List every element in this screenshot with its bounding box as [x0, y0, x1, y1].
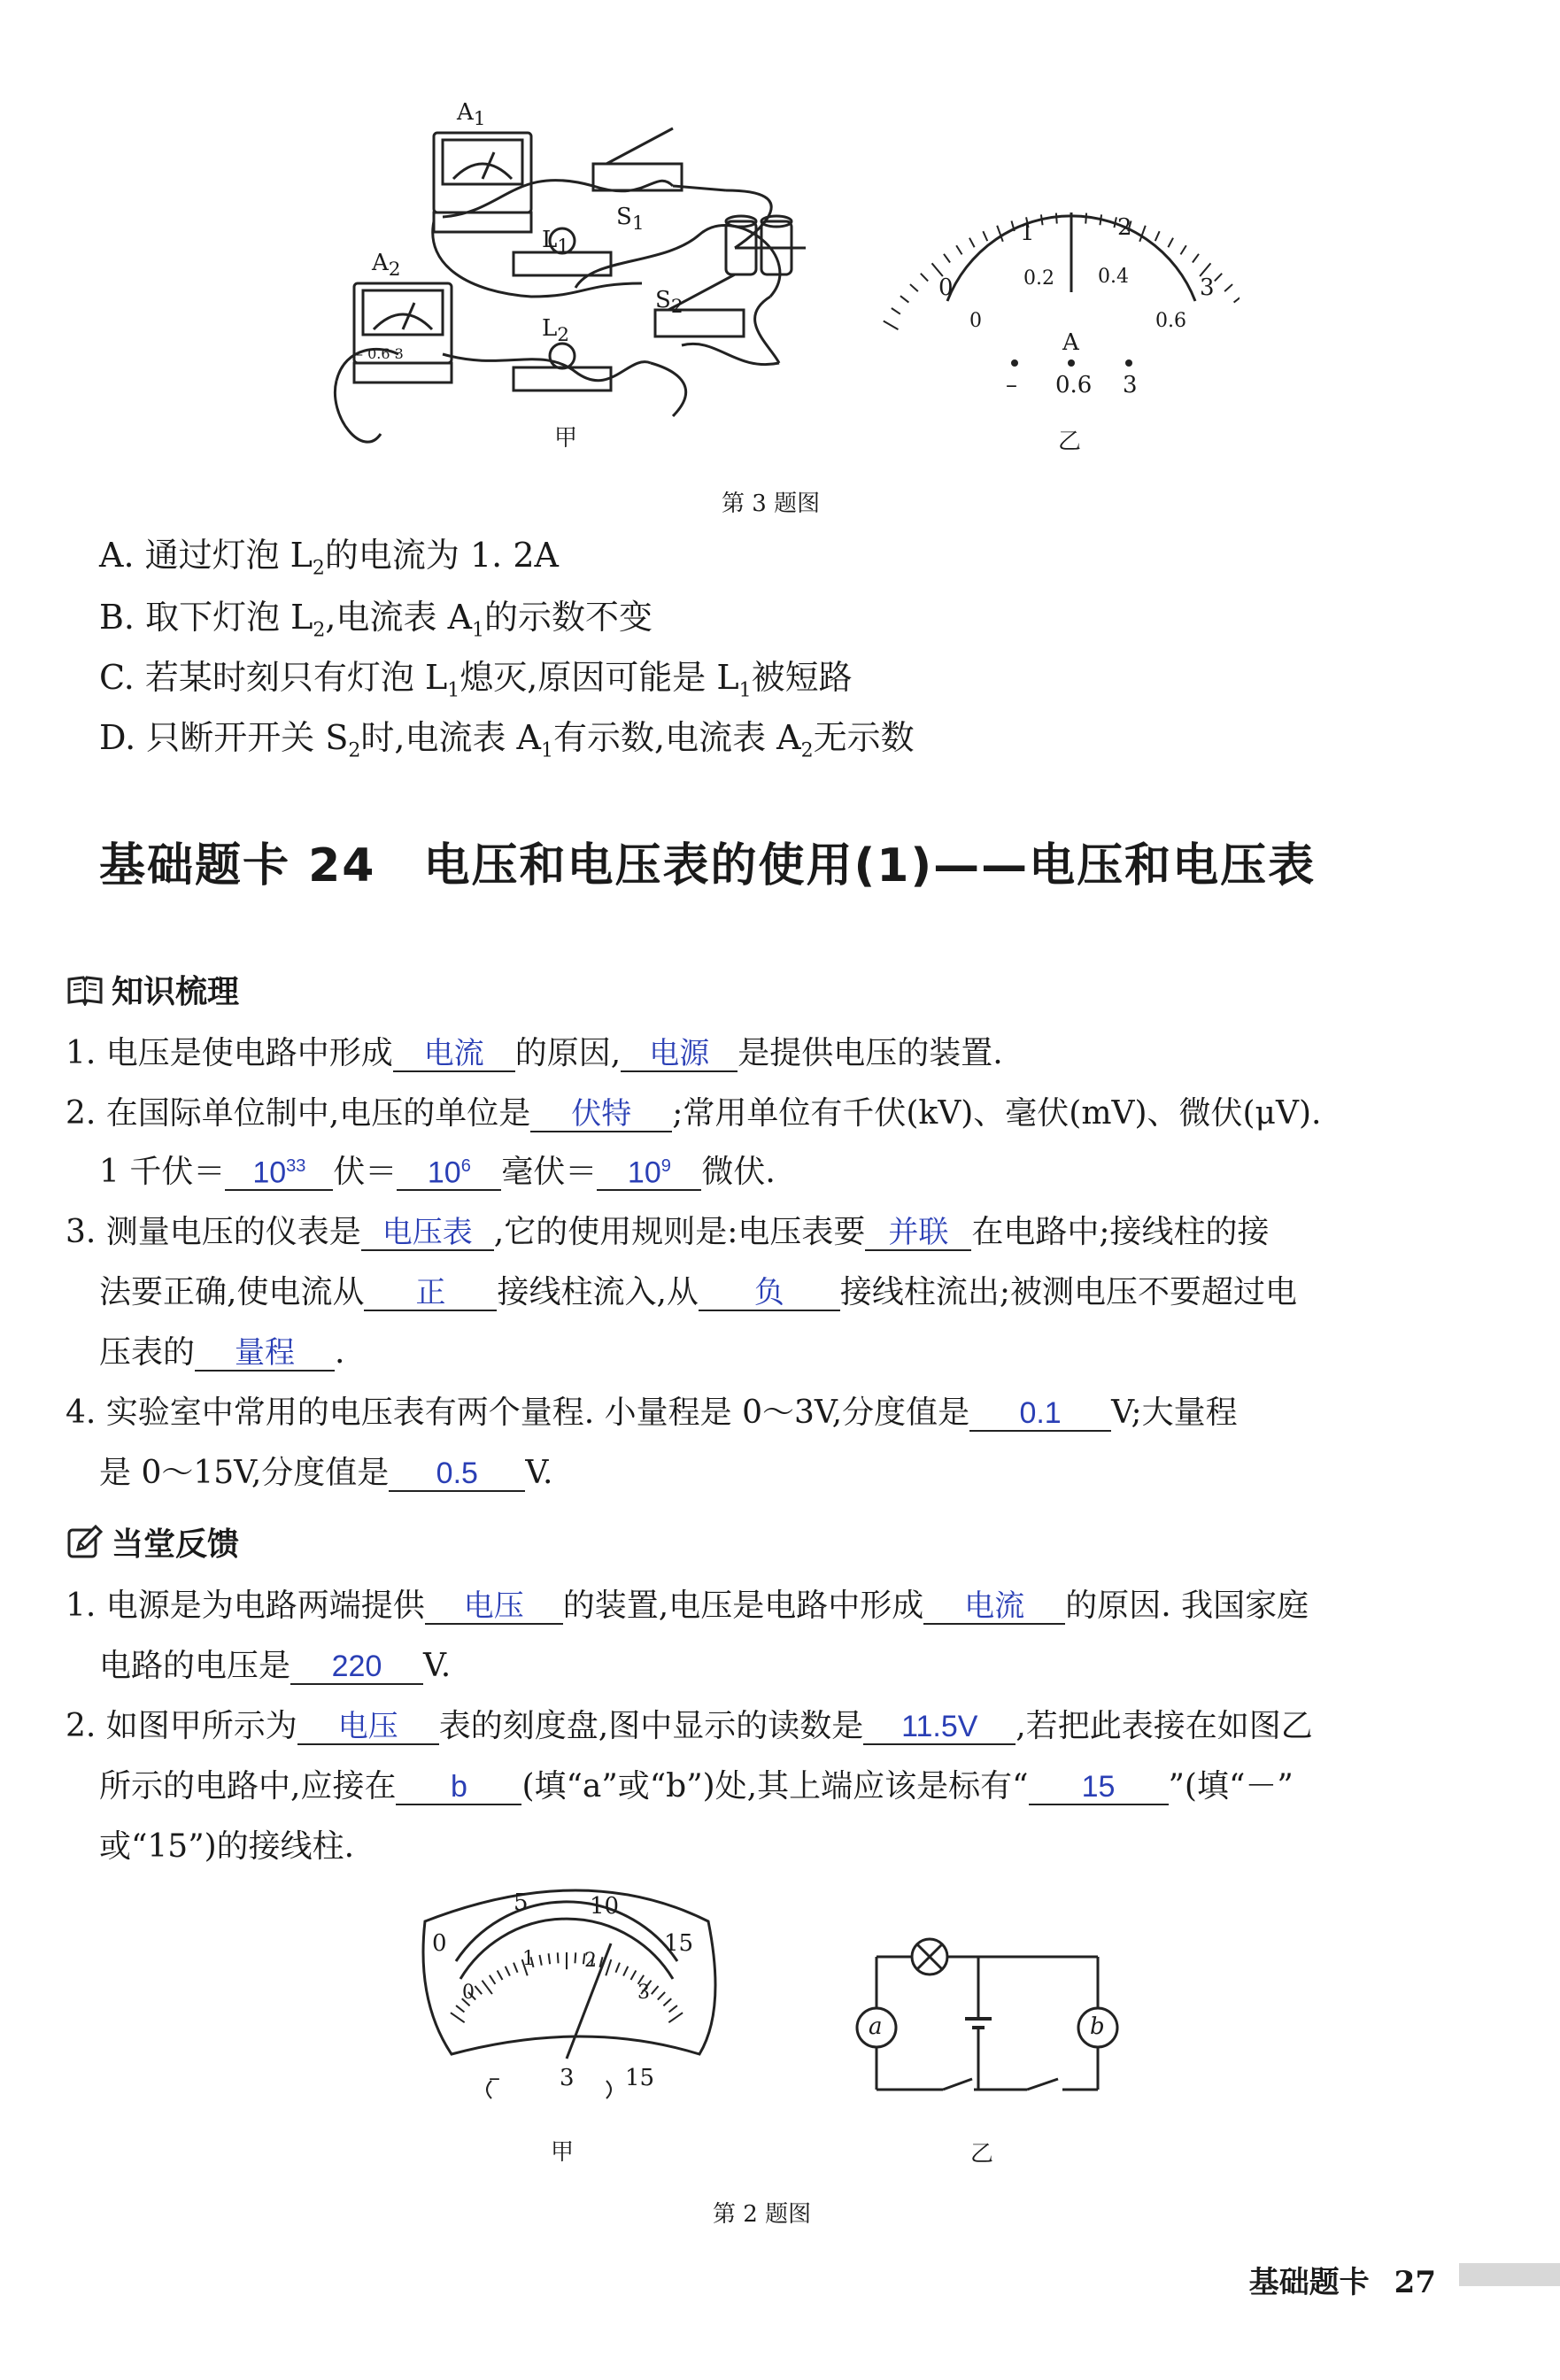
fig2-terminal-15: 15: [625, 2065, 655, 2091]
figure-2-label-left: 甲: [551, 2139, 575, 2166]
page-number: 27: [1394, 2265, 1436, 2300]
f1-text-2: 的装置,电压是电路中形成: [562, 1588, 924, 1624]
section-feedback-label: 当堂反馈: [112, 1526, 240, 1563]
figure-3-label-left: 甲: [554, 425, 578, 452]
k4-text-3: 是 0～15V,分度值是: [99, 1455, 390, 1491]
k2-line-1: [66, 1095, 1322, 1132]
scale-bottom-3: 0.6: [1155, 310, 1186, 332]
k2-blank-3: [397, 1157, 501, 1191]
k3-blank-2: 并联: [865, 1217, 971, 1251]
k1-text-3: 是提供电压的装置.: [738, 1035, 1003, 1071]
fig2-scale-top-0: 0: [432, 1930, 447, 1957]
scale-top-0: 0: [938, 274, 954, 301]
figure-2-label-right: 乙: [970, 2141, 994, 2168]
k3-blank-3: 正: [364, 1278, 497, 1311]
option-d-sub3: 2: [800, 739, 814, 762]
figure-2: [407, 1877, 1133, 2178]
f1-text-5: V.: [423, 1648, 452, 1684]
scale-tick: [1215, 274, 1222, 282]
k3-text-7: 压表的: [99, 1334, 196, 1371]
f2-text-2: 表的刻度盘,图中显示的读数是: [438, 1708, 864, 1744]
k1-line: [66, 1035, 1003, 1072]
scale-tick: [615, 1963, 619, 1973]
option-c-sub2: 1: [738, 679, 752, 702]
scale-bottom-0: 0: [969, 310, 982, 332]
f2-text-3: ,若把此表接在如图乙: [1016, 1708, 1313, 1744]
figure-2-drawing: [407, 1877, 1133, 2178]
f1-text-1: 1. 电源是为电路两端提供: [66, 1588, 425, 1624]
k2-blank-1: 伏特: [530, 1099, 672, 1132]
k2-text-1: 2. 在国际单位制中,电压的单位是: [66, 1095, 531, 1132]
k1-text-1: 1. 电压是使电路中形成: [66, 1035, 393, 1071]
scale-tick: [884, 321, 899, 330]
k2-blank-3-base: 10: [427, 1155, 461, 1189]
option-d-sub2: 1: [541, 739, 553, 762]
option-b-mid: ,电流表 A: [325, 598, 473, 637]
f2-text-7: 或“15”)的接线柱.: [99, 1828, 355, 1865]
terminal-06: 0.6: [1055, 372, 1093, 398]
scale-tick: [558, 1952, 559, 1963]
scale-tick: [606, 1959, 611, 1975]
meter-unit: A: [1062, 329, 1079, 356]
scale-tick: [668, 2013, 683, 2022]
scale-tick: [669, 2005, 677, 2012]
k3-line-3: [99, 1334, 345, 1372]
scale-tick: [956, 245, 961, 254]
option-a-text: A. 通过灯泡 L: [99, 536, 313, 575]
k2-text-5: 毫伏＝: [501, 1154, 598, 1190]
option-c: [99, 658, 853, 702]
scale-tick: [663, 1998, 671, 2005]
label-a1-sub: 1: [473, 108, 486, 131]
figure-3: [310, 80, 1240, 460]
scale-tick: [969, 238, 975, 248]
k3-text-3: 在电路中;接线柱的接: [971, 1214, 1270, 1250]
scale-tick: [1114, 217, 1116, 228]
k2-line-2: [99, 1156, 776, 1191]
scale-tick: [1180, 245, 1185, 254]
scale-top-2: 2: [1117, 214, 1132, 241]
f1-text-3: 的原因. 我国家庭: [1065, 1588, 1309, 1624]
label-a2-sub: 2: [388, 259, 401, 282]
k2-blank-2-exp: 33: [286, 1155, 306, 1176]
k2-blank-3-exp: 6: [460, 1155, 471, 1176]
k4-blank-2: 0.5: [389, 1458, 525, 1492]
k2-blank-2: [225, 1157, 333, 1191]
scale-tick: [514, 1963, 517, 1973]
k3-blank-5: 量程: [195, 1338, 335, 1372]
k1-blank-2: 电源: [621, 1039, 738, 1072]
k3-line-1: [66, 1214, 1270, 1251]
f1-blank-2: 电流: [923, 1591, 1065, 1625]
fig2-scale-bottom-3: 3: [637, 1982, 650, 2004]
k2-blank-2-base: 10: [252, 1155, 287, 1189]
f2-text-5: (填“a”或“b”)处,其上端应该是标有“: [521, 1768, 1029, 1804]
f1-blank-1: 电压: [425, 1591, 563, 1625]
label-s1-sub: 1: [631, 212, 645, 236]
f2-blank-2: 11.5V: [863, 1712, 1016, 1745]
f2-line-3: [99, 1828, 355, 1865]
k3-blank-4: 负: [699, 1278, 840, 1311]
fig2-scale-bottom-2: 2: [584, 1950, 597, 1972]
scale-tick: [1234, 296, 1240, 302]
f2-line-2: [99, 1768, 1294, 1805]
k2-blank-4-base: 10: [627, 1155, 661, 1189]
f2-line-1: [66, 1708, 1313, 1745]
scale-tick: [451, 2013, 465, 2022]
k4-text-4: V.: [525, 1455, 553, 1491]
scale-tick: [944, 254, 950, 263]
k3-text-1: 3. 测量电压的仪表是: [66, 1214, 361, 1250]
scale-tick: [1085, 213, 1086, 224]
k4-line-2: [99, 1457, 552, 1492]
figure-3-label-right: 乙: [1058, 429, 1082, 455]
label-l2-letter: L: [542, 315, 558, 342]
option-a: [99, 538, 559, 579]
option-b-sub2: 1: [472, 619, 485, 642]
edge-tab: [1459, 2263, 1560, 2286]
label-a1-letter: A: [457, 99, 474, 126]
k4-text-1: 4. 实验室中常用的电压表有两个量程. 小量程是 0～3V,分度值是: [66, 1395, 970, 1431]
label-a2-letter: A: [372, 250, 389, 276]
scale-tick: [1056, 213, 1057, 224]
terminal-neg: –: [1006, 372, 1017, 398]
k3-text-4: 法要正确,使电流从: [99, 1274, 365, 1310]
option-b: [99, 600, 653, 641]
label-s2: [655, 287, 683, 318]
k2-blank-4-exp: 9: [660, 1155, 671, 1176]
fig2-scale-top-15: 15: [664, 1930, 694, 1957]
option-c-mid: 熄灭,原因可能是 L: [460, 658, 739, 697]
f2-blank-1: 电压: [297, 1712, 439, 1745]
label-l2-sub: 2: [557, 324, 570, 347]
k2-text-3: 1 千伏＝: [99, 1154, 226, 1190]
scale-tick: [1100, 214, 1101, 225]
scale-tick: [1168, 238, 1173, 248]
scale-top-1: 1: [1020, 220, 1035, 246]
label-l1: [542, 227, 569, 258]
terminal-3: 3: [1123, 372, 1138, 398]
option-d: [99, 718, 915, 762]
fig2-scale-top-5: 5: [514, 1889, 529, 1916]
k3-text-5: 接线柱流入,从: [497, 1274, 699, 1310]
scale-tick: [475, 1986, 482, 1994]
label-a2: [372, 250, 401, 281]
scale-tick: [1041, 214, 1043, 225]
label-l2: [542, 315, 569, 346]
k4-line-1: [66, 1397, 1238, 1432]
scale-tick: [456, 2005, 464, 2012]
scale-tick: [910, 284, 918, 291]
label-s2-letter: S: [655, 287, 671, 313]
scale-tick: [652, 1986, 659, 1994]
scale-tick: [921, 274, 928, 282]
k1-text-2: 的原因,: [514, 1035, 622, 1071]
option-c-text: C. 若某时刻只有灯泡 L: [99, 658, 448, 697]
page-title: 基础题卡 24 电压和电压表的使用(1)——电压和电压表: [99, 839, 1317, 892]
scale-tick: [1224, 284, 1232, 291]
k3-text-8: .: [335, 1334, 345, 1371]
section-knowledge-label: 知识梳理: [112, 974, 240, 1010]
k2-text-6: 微伏.: [701, 1154, 776, 1190]
fig2-scale-bottom-0: 0: [462, 1982, 475, 2004]
k1-blank-1: 电流: [393, 1039, 515, 1072]
scale-tick: [1193, 254, 1199, 263]
meter-terminal-marks: – 0.6 3: [356, 345, 404, 362]
f1-line-2: [99, 1650, 451, 1685]
scale-tick: [482, 1981, 491, 1994]
option-d-post: 无示数: [813, 718, 915, 757]
option-a-sub: 2: [312, 557, 325, 580]
label-s1: [616, 204, 645, 235]
scale-tick: [900, 296, 908, 302]
scale-tick: [498, 1971, 503, 1980]
f2-blank-3: b: [396, 1772, 521, 1805]
k3-text-2: ,它的使用规则是:电压表要: [493, 1214, 866, 1250]
scale-tick: [623, 1967, 628, 1976]
circuit-label-b: b: [1090, 2013, 1105, 2040]
option-b-text: B. 取下灯泡 L: [99, 598, 313, 637]
circuit-label-a: a: [869, 2013, 883, 2040]
label-s2-sub: 2: [670, 296, 683, 319]
section-knowledge: [66, 967, 239, 1012]
k3-blank-1: 电压表: [361, 1217, 494, 1251]
scale-tick: [892, 308, 900, 314]
k3-line-2: [99, 1274, 1298, 1311]
scale-bottom-2: 0.4: [1098, 266, 1129, 288]
f2-blank-4: 15: [1029, 1772, 1169, 1805]
k4-text-2: V;大量程: [1111, 1395, 1238, 1431]
scale-tick: [506, 1967, 510, 1976]
fig2-scale-bottom-1: 1: [522, 1948, 535, 1970]
section-feedback: [66, 1519, 239, 1565]
k2-text-4: 伏＝: [333, 1154, 398, 1190]
option-b-sub: 2: [313, 619, 326, 642]
book-icon: [66, 974, 104, 1006]
f2-text-6: ”(填“－”: [1168, 1768, 1294, 1804]
scale-tick: [631, 1971, 637, 1980]
page-footer: [1249, 2258, 1436, 2301]
option-c-post: 被短路: [751, 658, 853, 697]
option-d-mid: 时,电流表 A: [360, 718, 541, 757]
scale-tick: [658, 1992, 665, 2000]
scale-bottom-1: 0.2: [1023, 267, 1054, 290]
footer-label: 基础题卡: [1248, 2265, 1370, 2300]
option-c-sub: 1: [447, 679, 460, 702]
f1-line-1: [66, 1590, 1309, 1625]
label-s1-letter: S: [616, 204, 632, 230]
f2-text-4: 所示的电路中,应接在: [99, 1768, 397, 1804]
f1-text-4: 电路的电压是: [99, 1648, 291, 1684]
scale-tick: [490, 1975, 496, 1984]
scale-tick: [539, 1955, 541, 1966]
fig2-terminal-neg: –: [489, 2065, 500, 2091]
option-d-text: D. 只断开开关 S: [99, 718, 349, 757]
option-d-sub: 2: [348, 739, 361, 762]
k4-blank-1: 0.1: [969, 1398, 1111, 1432]
f2-text-1: 2. 如图甲所示为: [66, 1708, 297, 1744]
k2-blank-4: [597, 1157, 701, 1191]
label-l1-letter: L: [542, 227, 558, 253]
fig2-terminal-3: 3: [560, 2065, 575, 2091]
scale-tick: [983, 231, 987, 241]
k2-text-2: ;常用单位有千伏(kV)、毫伏(mV)、微伏(μV).: [672, 1095, 1322, 1132]
fig2-scale-top-10: 10: [590, 1893, 620, 1920]
scale-tick: [549, 1953, 551, 1964]
option-d-mid2: 有示数,电流表 A: [553, 718, 801, 757]
label-l1-sub: 1: [557, 236, 570, 259]
figure-3-caption: 第 3 题图: [722, 491, 821, 517]
scale-tick: [1155, 231, 1160, 241]
f1-blank-3: 220: [290, 1651, 423, 1685]
option-b-post: 的示数不变: [484, 598, 653, 637]
scale-top-3: 3: [1200, 274, 1215, 301]
pencil-icon: [66, 1525, 104, 1560]
option-a-post: 的电流为 1. 2A: [324, 536, 559, 575]
k3-text-6: 接线柱流出;被测电压不要超过电: [839, 1274, 1298, 1310]
figure-2-caption: 第 2 题图: [713, 2201, 812, 2228]
label-a1: [457, 99, 486, 130]
